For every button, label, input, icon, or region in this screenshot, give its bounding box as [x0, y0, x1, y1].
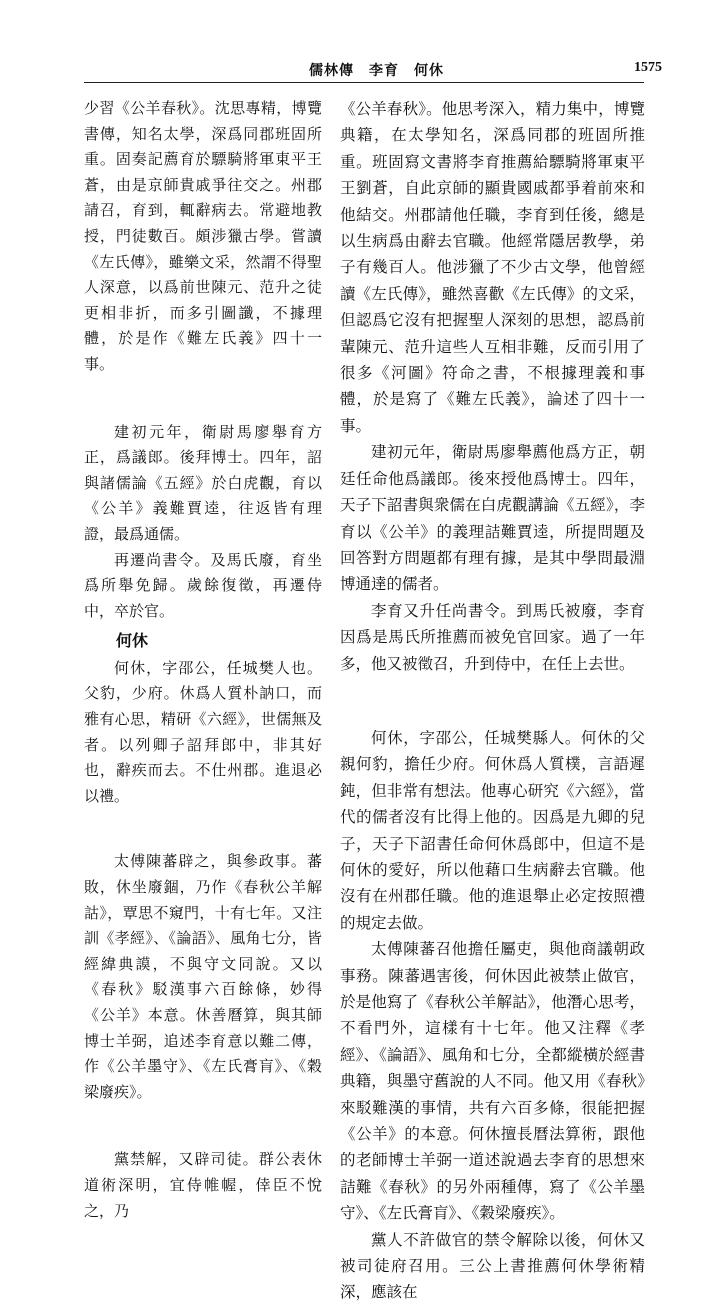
section-heading: 何休 — [116, 631, 149, 651]
page-number: 1575 — [634, 60, 662, 75]
translation-paragraph: 李育又升任尚書令。到馬氏被廢，李育因爲是馬氏所推薦而被免官回家。過了一年多，他又被徵召，升到侍中，在任上去世。 — [340, 601, 645, 673]
page-header — [84, 46, 662, 79]
original-text-column — [84, 96, 322, 1224]
translation-paragraph: 黨人不許做官的禁令解除以後，何休又被司徒府召用。三公上書推薦何休學術精深，應該在 — [340, 1230, 645, 1302]
original-paragraph: 少習《公羊春秋》。沈思專精，博覽書傳，知名太學，深爲同郡班固所重。固奏記薦育於驃騎將軍東平王蒼，由是京師貴戚爭往交之。州郡請召，育到，輒辭病去。常避地教授，門徒數百。頗涉獵古學。嘗讀《左氏傳》，雖樂文采，然謂不得聖人深意，以爲前世陳元、范升之徒更相非折，而多引圖讖，不據理體，於是作《難左氏義》四十一事。 — [84, 99, 322, 373]
original-paragraph: 何休，字邵公，任城樊人也。父豹，少府。休爲人質朴訥口，而雅有心思，精研《六經》，世儒無及者。以列卿子詔拜郎中，非其好也，辭疾而去。不仕州郡。進退必以禮。 — [84, 658, 322, 805]
header-rule — [84, 82, 644, 83]
translation-paragraph: 建初元年，衛尉馬廖舉薦他爲方正，朝廷任命他爲議郎。後來授他爲博士。四年，天子下詔書與衆儒在白虎觀講論《五經》，李育以《公羊》的義理詰難賈逵，所提問題及回答對方問題都有理有據，是其中學問最淵博通達的儒者。 — [340, 443, 645, 594]
running-title: 儒林傳 李育 何休 — [309, 63, 444, 79]
translation-paragraph: 何休，字邵公，任城樊縣人。何休的父親何豹，擔任少府。何休爲人質樸，言語遲鈍，但非常有想法。他專心研究《六經》，當代的儒者沒有比得上他的。因爲是九卿的兒子，天子下詔書任命何休爲郎中，但這不是何休的愛好，所以他藉口生病辭去官職。他沒有在州郡任職。他的進退舉止必定按照禮的規定去做。 — [340, 728, 645, 932]
translation-paragraph: 《公羊春秋》。他思考深入，精力集中，博覽典籍，在太學知名，深爲同郡的班固所推重。班固寫文書將李育推薦給驃騎將軍東平王劉蒼，自此京師的顯貴國戚都爭着前來和他結交。州郡請他任職，李育到任後，總是以生病爲由辭去官職。他經常隱居教學，弟子有幾百人。他涉獵了不少古文學，他曾經讀《左氏傳》，雖然喜歡《左氏傳》的文采，但認爲它沒有把握聖人深刻的思想，認爲前輩陳元、范升這些人互相非難，反而引用了很多《河圖》符命之書，不根據理義和事體，於是寫了《難左氏義》，論述了四十一事。 — [340, 100, 645, 435]
translation-column — [340, 96, 645, 1306]
original-paragraph: 再遷尚書令。及馬氏廢，育坐爲所舉免歸。歲餘復徵，再遷侍中，卒於官。 — [84, 550, 322, 620]
translation-paragraph: 太傅陳蕃召他擔任屬吏，與他商議朝政事務。陳蕃遇害後，何休因此被禁止做官，於是他寫了《春秋公羊解詁》，他潛心思考，不看門外，這樣有十七年。他又注釋《孝經》、《論語》、風角和七分，全都縱橫於經書典籍，與墨守舊說的人不同。他又用《春秋》來駁難漢的事情，共有六百多條，很能把握《公羊》的本意。何休擅長曆法算術，跟他的老師博士羊弼一道述說過去李育的思想來詰難《春秋》的另外兩種傳，寫了《公羊墨守》、《左氏膏肓》、《穀梁廢疾》。 — [340, 940, 645, 1223]
original-paragraph: 黨禁解，又辟司徒。群公表休道術深明，宜侍帷幄，倖臣不悅之，乃 — [84, 1150, 322, 1220]
original-paragraph: 建初元年，衛尉馬廖舉育方正，爲議郎。後拜博士。四年，詔與諸儒論《五經》於白虎觀，育以《公羊》義難賈逵，往返皆有理證，最爲通儒。 — [84, 422, 322, 543]
original-paragraph: 太傅陳蕃辟之，與參政事。蕃敗，休坐廢錮，乃作《春秋公羊解詁》，覃思不窺門，十有七年。又注訓《孝經》、《論語》、風角七分，皆經緯典謨，不與守文同說。又以《春秋》駁漢事六百餘條，妙得《公羊》本意。休善曆算，與其師博士羊弼，追述李育意以難二傳，作《公羊墨守》、《左氏膏肓》、《穀梁廢疾》。 — [84, 852, 322, 1101]
